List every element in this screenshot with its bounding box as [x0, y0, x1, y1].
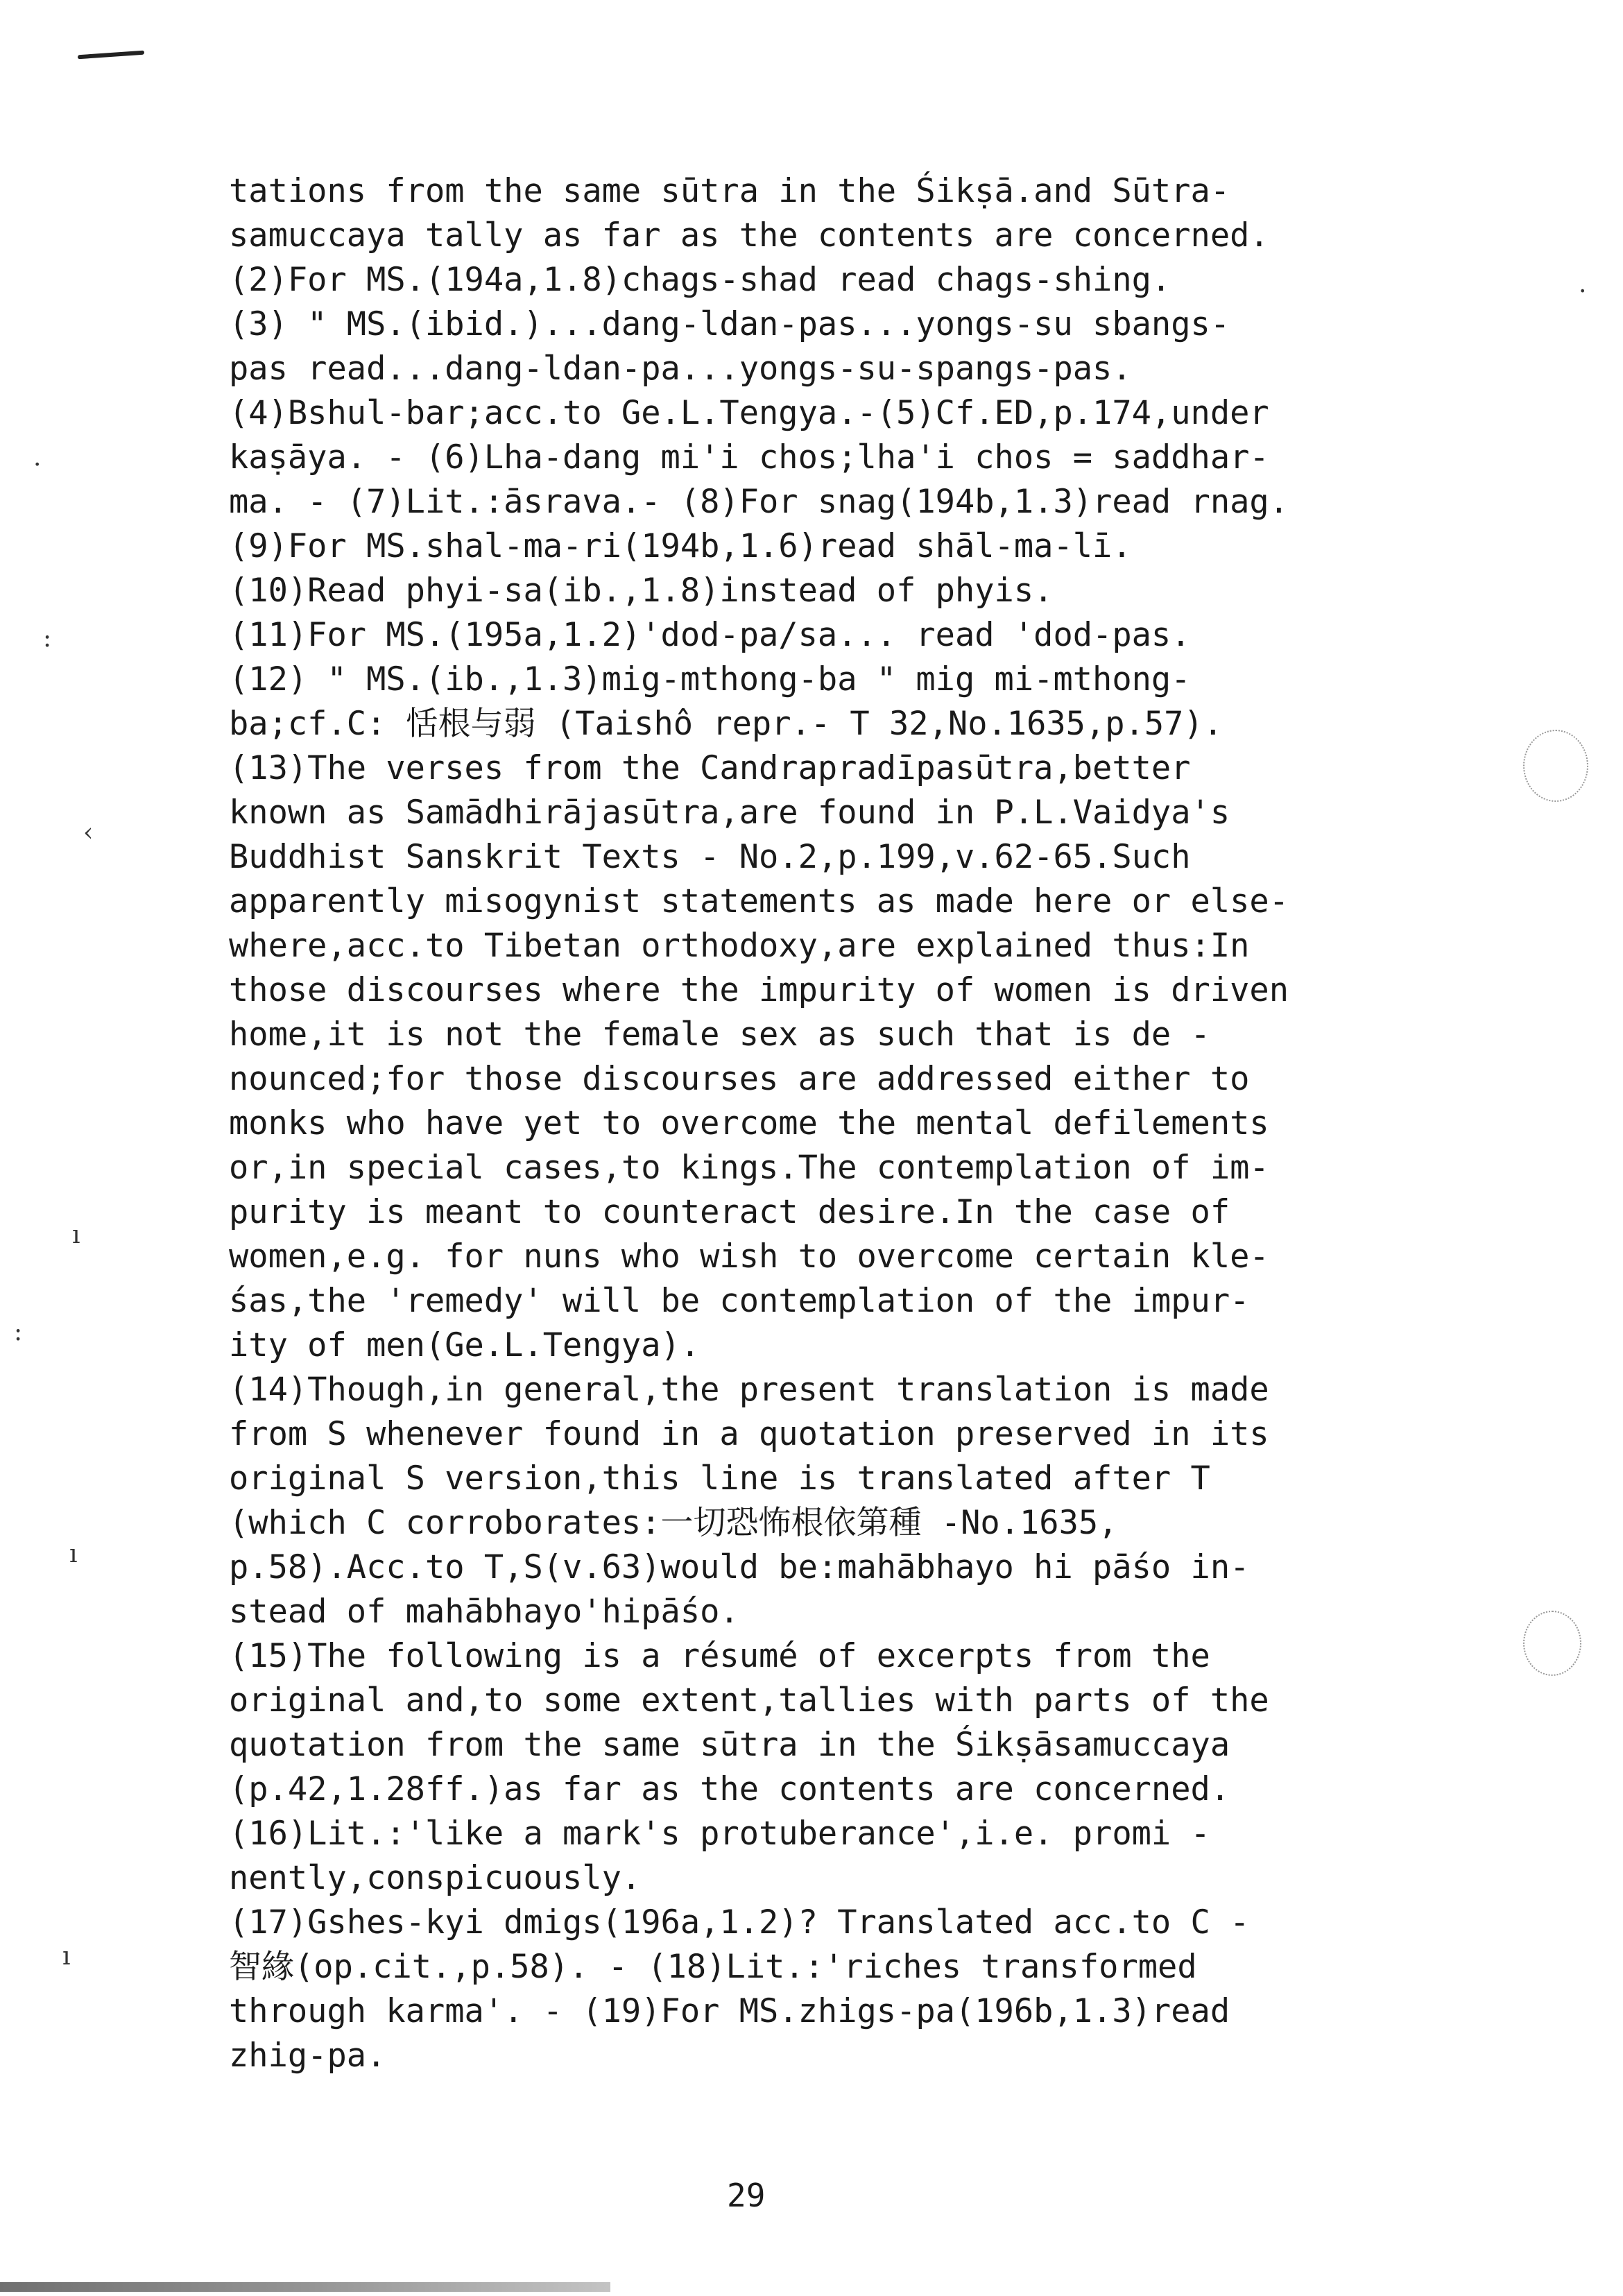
- text-line: (14)Though,in general,the present translation is made: [229, 1371, 1269, 1409]
- text-line: (p.42,1.28ff.)as far as the contents are concerned.: [229, 1770, 1230, 1808]
- text-line: known as Samādhirājasūtra,are found in P.L.Vaidya's: [229, 794, 1230, 832]
- text-line: Buddhist Sanskrit Texts - No.2,p.199,v.62-65.Such: [229, 838, 1191, 876]
- bottom-scan-edge: [0, 2282, 610, 2292]
- text-line: zhig-pa.: [229, 2037, 386, 2075]
- margin-speck: ‹: [83, 819, 94, 847]
- text-line: original and,to some extent,tallies with parts of the: [229, 1681, 1269, 1720]
- text-line: home,it is not the female sex as such that is de -: [229, 1016, 1210, 1054]
- margin-speck: :: [14, 1318, 23, 1346]
- text-line: through karma'. - (19)For MS.zhigs-pa(196b,1.3)read: [229, 1992, 1230, 2030]
- text-line: (11)For MS.(195a,1.2)'dod-pa/sa... read 'dod-pas.: [229, 616, 1191, 654]
- text-line: (16)Lit.:'like a mark's protuberance',i.e. promi -: [229, 1815, 1210, 1853]
- text-line: pas read...dang-ldan-pa...yongs-su-spangs-pas.: [229, 350, 1132, 388]
- page-number: 29: [727, 2177, 766, 2214]
- text-line: nently,conspicuously.: [229, 1859, 642, 1897]
- margin-speck: ·: [33, 451, 42, 479]
- text-line: samuccaya tally as far as the contents are concerned.: [229, 216, 1269, 255]
- text-line: original S version,this line is translated after T: [229, 1459, 1210, 1498]
- text-line: śas,the 'remedy' will be contemplation of the impur-: [229, 1282, 1250, 1320]
- text-line: (2)For MS.(194a,1.8)chags-shad read chags-shing.: [229, 261, 1171, 299]
- text-line: nounced;for those discourses are addressed either to: [229, 1060, 1250, 1098]
- text-line: from S whenever found in a quotation preserved in its: [229, 1415, 1269, 1453]
- text-line: apparently misogynist statements as made here or else-: [229, 882, 1289, 920]
- margin-speck: ı: [72, 1221, 80, 1249]
- text-line: (13)The verses from the Candrapradīpasūtra,better: [229, 749, 1191, 787]
- top-margin-mark: [78, 51, 144, 60]
- margin-circle: [1523, 730, 1588, 802]
- margin-speck: ·: [1579, 277, 1587, 306]
- text-line: (17)Gshes-kyi dmigs(196a,1.2)? Translated acc.to C -: [229, 1903, 1250, 1942]
- margin-speck: ı: [62, 1942, 71, 1971]
- text-line: ity of men(Ge.L.Tengya).: [229, 1326, 701, 1364]
- text-line: 智緣(op.cit.,p.58). - (18)Lit.:'riches transformed: [229, 1948, 1197, 1986]
- text-line: stead of mahābhayo'hipāśo.: [229, 1593, 739, 1631]
- text-line: monks who have yet to overcome the mental defilements: [229, 1104, 1269, 1142]
- text-line: (which C corroborates:一切恐怖根依第種 -No.1635,: [229, 1504, 1118, 1542]
- text-line: (10)Read phyi-sa(ib.,1.8)instead of phyis.: [229, 572, 1054, 610]
- text-line: kaṣāya. - (6)Lha-dang mi'i chos;lha'i chos = saddhar-: [229, 438, 1269, 477]
- text-line: women,e.g. for nuns who wish to overcome certain kle-: [229, 1237, 1269, 1276]
- text-line: p.58).Acc.to T,S(v.63)would be:mahābhayo hi pāśo in-: [229, 1548, 1250, 1586]
- text-line: those discourses where the impurity of women is driven: [229, 971, 1289, 1009]
- margin-speck: :: [43, 624, 52, 653]
- text-line: quotation from the same sūtra in the Śikṣāsamuccaya: [229, 1726, 1230, 1764]
- text-line: (9)For MS.shal-ma-ri(194b,1.6)read shāl-ma-lī.: [229, 527, 1132, 565]
- margin-circle: [1523, 1611, 1581, 1676]
- text-line: ba;cf.C: 恬根与弱 (Taishô repr.- T 32,No.1635,p.57).: [229, 705, 1223, 743]
- text-line: (15)The following is a résumé of excerpts from the: [229, 1637, 1210, 1675]
- margin-speck: ı: [69, 1540, 78, 1568]
- text-line: ma. - (7)Lit.:āsrava.- (8)For snag(194b,1.3)read rnag.: [229, 483, 1289, 521]
- text-line: (4)Bshul-bar;acc.to Ge.L.Tengya.-(5)Cf.ED,p.174,under: [229, 394, 1269, 432]
- text-line: or,in special cases,to kings.The contemplation of im-: [229, 1149, 1269, 1187]
- text-line: tations from the same sūtra in the Śikṣā.and Sūtra-: [229, 172, 1230, 210]
- text-line: (3) " MS.(ibid.)...dang-ldan-pas...yongs-su sbangs-: [229, 305, 1230, 343]
- text-line: purity is meant to counteract desire.In the case of: [229, 1193, 1230, 1231]
- text-line: where,acc.to Tibetan orthodoxy,are explained thus:In: [229, 927, 1250, 965]
- text-line: (12) " MS.(ib.,1.3)mig-mthong-ba " mig mi-mthong-: [229, 660, 1191, 699]
